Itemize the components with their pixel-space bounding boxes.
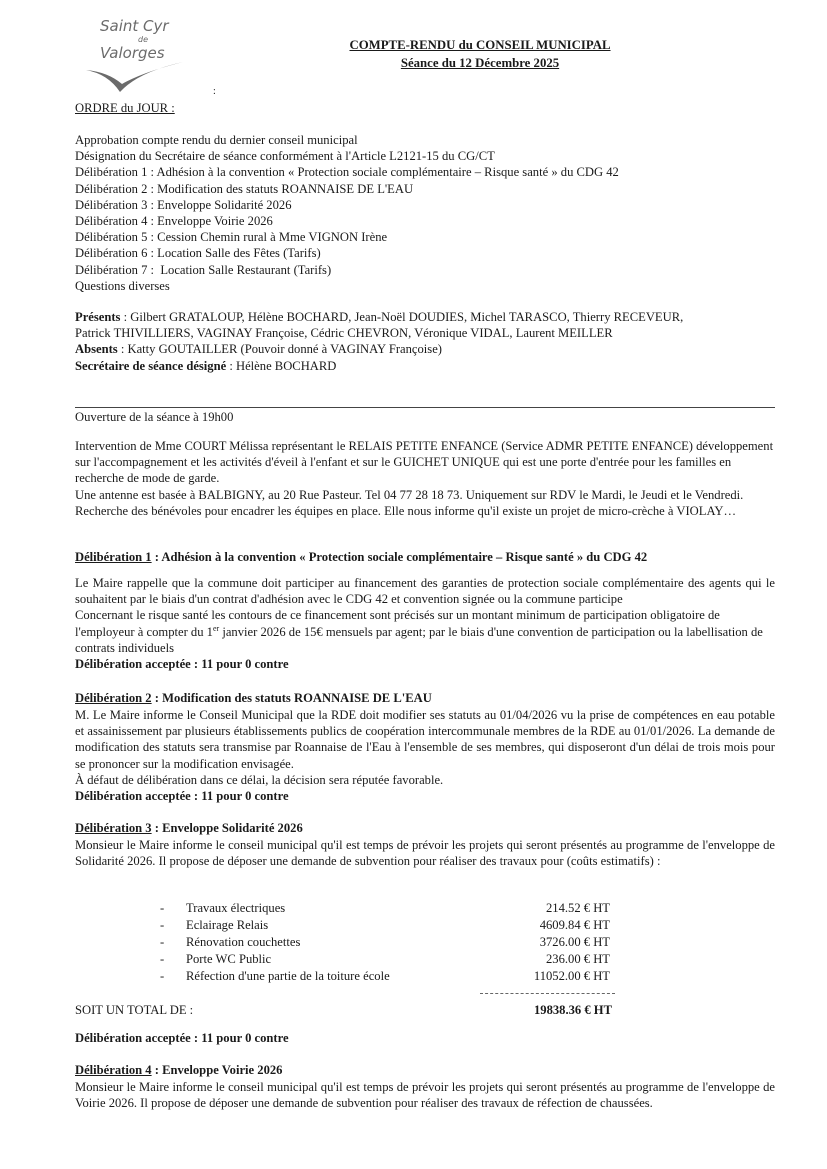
deliberation-3-result: Délibération acceptée : 11 pour 0 contre: [75, 1031, 289, 1045]
deliberation-1-result: Délibération acceptée : 11 pour 0 contre: [75, 657, 289, 672]
attendance-section: [75, 309, 695, 374]
intervention-paragraph: Intervention de Mme COURT Mélissa représentant le RELAIS PETITE ENFANCE (Service ADMR PETITE ENFANCE) développement sur l'accompagnement et les activités d'éveil à l'enfant et sur le GUICHET UNIQUE qui est une porte d'entrée pour les familles en recherche de mode de garde.: [75, 439, 774, 486]
logo-text-de: de: [138, 35, 148, 44]
section-divider: [75, 407, 775, 408]
deliberation-4-paragraph: Monsieur le Maire informe le conseil municipal qu'il est temps de prévoir les projets qui seront présentés au programme de l'enveloppe de Voirie 2026. Il propose de déposer une demande de subvention pour réaliser des travaux de réfection de chaussées.: [75, 1080, 775, 1111]
cost-item-label: Travaux électriques: [186, 901, 286, 915]
deliberation-2-title: : Modification des statuts ROANNAISE DE L'EAU: [151, 691, 432, 705]
cost-item: [160, 917, 610, 934]
cost-item: [160, 934, 610, 951]
deliberation-2-paragraph: À défaut de délibération dans ce délai, la décision sera réputée favorable.: [75, 772, 444, 787]
deliberation-1-paragraph: [75, 607, 775, 656]
agenda-item: Délibération 3 : Enveloppe Solidarité 2026: [75, 197, 292, 212]
secretary-label: Secrétaire de séance désigné: [75, 358, 227, 373]
deliberation-3-title: : Enveloppe Solidarité 2026: [151, 821, 303, 835]
bullet: -: [160, 901, 165, 915]
cost-item: [160, 900, 610, 917]
agenda-item: Délibération 6 : Location Salle des Fêtes (Tarifs): [75, 246, 321, 261]
logo-text-saint-cyr: Saint Cyr: [100, 17, 169, 35]
cost-item-amount: 11052.00 € HT: [533, 969, 610, 983]
agenda-item: Délibération 4 : Enveloppe Voirie 2026: [75, 214, 273, 229]
bullet: -: [160, 969, 165, 983]
deliberation-1-heading: [75, 549, 775, 565]
cost-item-label: Porte WC Public: [186, 952, 272, 966]
deliberation-4-title: : Enveloppe Voirie 2026: [151, 1063, 283, 1077]
present-label: Présents: [75, 310, 121, 324]
deliberation-3-heading: [75, 820, 775, 836]
cost-item-label: Rénovation couchettes: [186, 935, 301, 949]
deliberation-2-body: [75, 707, 775, 804]
deliberation-2-label: Délibération 2: [75, 691, 152, 705]
agenda-item: Délibération 1 : Adhésion à la convention « Protection sociale complémentaire – Risque santé » du CDG 42: [75, 165, 619, 180]
deliberation-4-label: Délibération 4: [75, 1063, 152, 1077]
agenda-item: Questions diverses: [75, 278, 170, 293]
agenda-item: Délibération 5 : Cession Chemin rural à Mme VIGNON Irène: [75, 230, 388, 245]
deliberation-3-paragraph: Monsieur le Maire informe le conseil municipal qu'il est temps de prévoir les projets qui seront présentés au programme de l'enveloppe de Solidarité 2026. Il propose de déposer une demande de subvention pour réaliser des travaux pour (coûts estimatifs) :: [75, 838, 775, 869]
intervention-section: [75, 438, 775, 519]
deliberation-1-text: janvier 2026 de 15€ mensuels par agent; par le biais d'une convention de participation ou la labellisation de contrats individuels: [75, 624, 763, 655]
cost-item-amount: 236.00 € HT: [545, 952, 610, 966]
deliberation-1-text: Concernant le risque santé les contours de ce financement sont précisés sur un montant minimum de participation obligatoire de l'employeur à compter du 1: [75, 608, 720, 639]
superscript-er: er: [212, 623, 220, 633]
deliberation-4-heading: [75, 1062, 775, 1078]
bullet: -: [160, 918, 165, 932]
deliberation-3-label: Délibération 3: [75, 821, 152, 835]
absent-names: : Katty GOUTAILLER (Pouvoir donné à VAGINAY Françoise): [117, 342, 442, 357]
opening-text: Ouverture de la séance à 19h00: [75, 410, 234, 424]
intervention-paragraph: Une antenne est basée à BALBIGNY, au 20 Rue Pasteur. Tel 04 77 28 18 73. Uniquement sur RDV le Mardi, le Jeudi et le Vendredi. Recherche des bénévoles pour encadrer les équipes en place. Elle nous informe qu'il existe un projet de micro-crèche à VIOLAY…: [75, 487, 744, 518]
cost-item-amount: 4609.84 € HT: [539, 918, 610, 932]
deliberation-1-title: : Adhésion à la convention « Protection sociale complémentaire – Risque santé » du CDG 42: [151, 550, 648, 564]
agenda-list: [75, 132, 775, 294]
deliberation-1-label: Délibération 1: [75, 550, 152, 564]
deliberation-1-body: [75, 575, 775, 672]
present-list: [75, 309, 695, 341]
bullet: -: [160, 952, 165, 966]
municipality-logo: [78, 18, 188, 96]
deliberation-2-heading: [75, 690, 775, 706]
cost-item-amount: 3726.00 € HT: [539, 935, 610, 949]
present-names: : Gilbert GRATALOUP, Hélène BOCHARD, Jean-Noël DOUDIES, Michel TARASCO, Thierry RECEVEUR, Patrick THIVILLIERS, VAGINAY Françoise, Cédric CHEVRON, Véronique VIDAL, Laurent MEILLER: [75, 310, 684, 341]
cost-item: [160, 951, 610, 968]
cost-item-label: Eclairage Relais: [186, 918, 269, 932]
deliberation-1-paragraph: Le Maire rappelle que la commune doit participer au financement des garanties de protection sociale complémentaire des agents qui le souhaitent par le biais d'un contrat d'adhésion avec le CDG 42 et convention signée ou la commune participe: [75, 576, 775, 607]
agenda-item: Désignation du Secrétaire de séance conformément à l'Article L2121-15 du CG/CT: [75, 149, 495, 164]
absent-list: [75, 341, 695, 357]
page-subtitle: Séance du 12 Décembre 2025: [400, 56, 560, 70]
total-label: SOIT UN TOTAL DE :: [75, 1003, 194, 1017]
cost-item-label: Réfection d'une partie de la toiture école: [186, 969, 390, 983]
logo-text-valorges: Valorges: [100, 44, 165, 62]
cost-item-amount: 214.52 € HT: [545, 901, 610, 915]
total-separator: [480, 993, 615, 994]
stray-mark: :: [213, 86, 216, 97]
page-title: COMPTE-RENDU du CONSEIL MUNICIPAL: [349, 38, 611, 52]
total-amount: 19838.36 € HT: [533, 1003, 612, 1017]
secretary-name: : Hélène BOCHARD: [226, 358, 337, 373]
bullet: -: [160, 935, 165, 949]
absent-label: Absents: [75, 342, 118, 357]
agenda-item: Approbation compte rendu du dernier conseil municipal: [75, 133, 358, 147]
deliberation-2-result: Délibération acceptée : 11 pour 0 contre: [75, 789, 289, 804]
cost-item: [160, 968, 610, 985]
agenda-item: Délibération 2 : Modification des statuts ROANNAISE DE L'EAU: [75, 181, 414, 196]
agenda-heading: ORDRE du JOUR :: [75, 101, 175, 115]
secretary: [75, 358, 695, 374]
agenda-item: Délibération 7 : Location Salle Restaurant (Tarifs): [75, 262, 332, 277]
deliberation-2-paragraph: M. Le Maire informe le Conseil Municipal que la RDE doit modifier ses statuts au 01/04/2026 vu la prise de compétences en eau potable et assainissement par plusieurs établissements publics de coopération intercommunale membres de la RDE au 01/01/2026. La demande de modification des statuts sera transmise par Roannaise de l'Eau à l'ensemble de ses membres, qui disposeront d'un délai de trois mois pour se prononcer sur la modification envisagée.: [75, 708, 775, 771]
